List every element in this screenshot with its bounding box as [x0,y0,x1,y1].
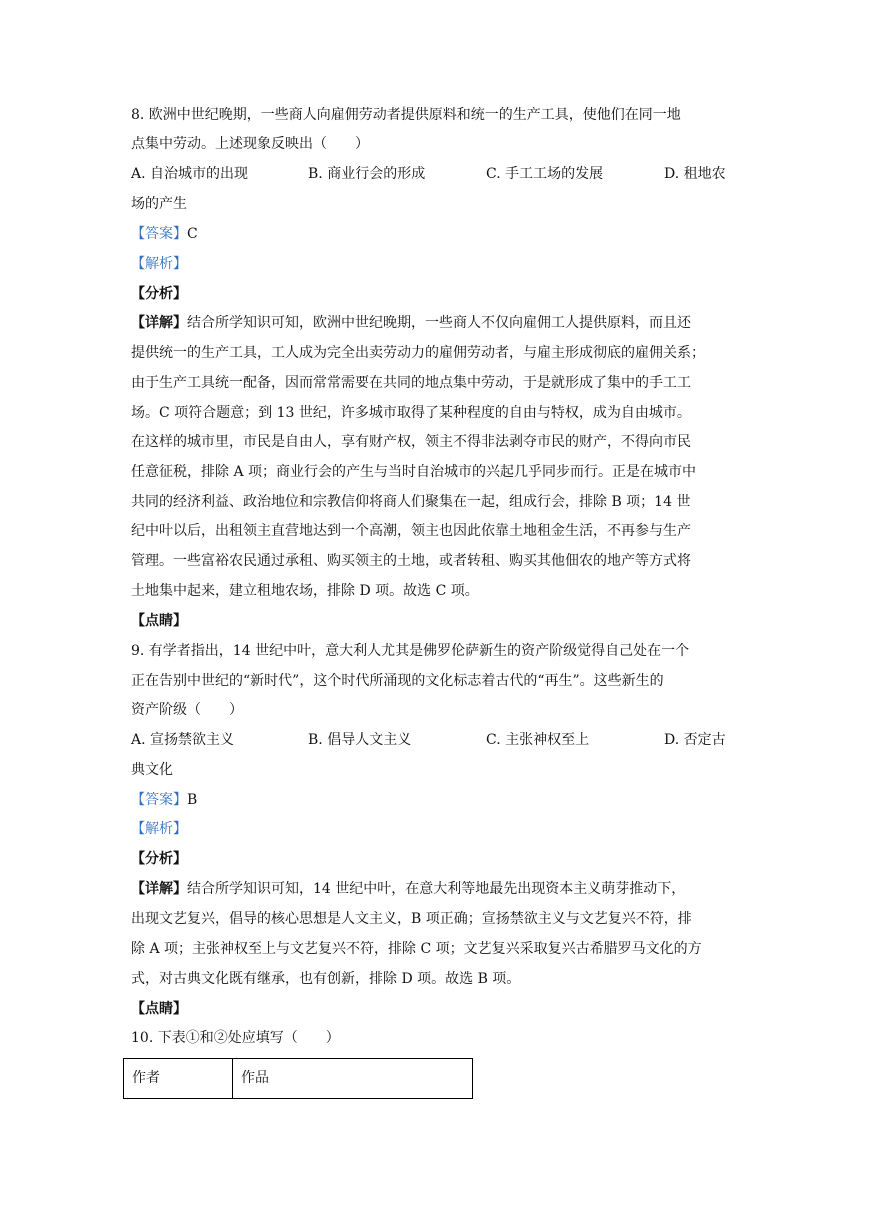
table-header-author: 作者 [124,1059,233,1099]
q8-option-d-continued: 场的产生 [131,196,187,212]
q9-stem-line-1: 9. 有学者指出，14 世纪中叶，意大利人尤其是佛罗伦萨新生的资产阶级觉得自己处在一个 [131,643,690,659]
q9-fenxi-heading: 【分析】 [131,851,187,867]
q10-stem: 10. 下表①和②处应填写（ ） [131,1030,340,1046]
q8-detail-line-5: 在这样的城市里，市民是自由人，享有财产权，领主不得非法剥夺市民的财产，不得向市民 [131,434,691,450]
q8-detail-line-2: 提供统一的生产工具，工人成为完全出卖劳动力的雇佣劳动者，与雇主形成彻底的雇佣关系； [131,345,705,361]
q8-option-b: B. 商业行会的形成 [308,166,426,182]
q8-stem-line-1: 8. 欧洲中世纪晚期，一些商人向雇佣劳动者提供原料和统一的生产工具，使他们在同一地 [131,107,681,123]
q9-detail-line-4: 式，对古典文化既有继承，也有创新，排除 D 项。故选 B 项。 [131,971,521,987]
q9-detail-line-3: 除 A 项；主张神权至上与文艺复兴不符，排除 C 项；文艺复兴采取复兴古希腊罗马文化的方 [131,941,702,957]
q9-detail-line-2: 出现文艺复兴，倡导的核心思想是人文主义，B 项正确；宣扬禁欲主义与文艺复兴不符，排 [131,911,692,927]
q9-option-d: D. 否定古 [664,732,726,748]
q8-jiexi-heading: 【解析】 [131,256,187,272]
q8-detail-text-1: 结合所学知识可知，欧洲中世纪晚期，一些商人不仅向雇佣工人提供原料，而且还 [187,315,691,331]
q9-dianjing-heading: 【点睛】 [131,1001,187,1017]
q8-option-a: A. 自治城市的出现 [131,166,249,182]
q8-detail-line-8: 纪中叶以后，出租领主直营地达到一个高潮，领主也因此依靠土地租金生活，不再参与生产 [131,523,691,539]
q9-answer [131,790,197,810]
q8-detail-line-9: 管理。一些富裕农民通过承租、购买领主的土地，或者转租、购买其他佃农的地产等方式将 [131,553,691,569]
q9-detail-text-1: 结合所学知识可知，14 世纪中叶，在意大利等地最先出现资本主义萌芽推动下， [187,881,686,897]
q9-option-d-continued: 典文化 [131,762,173,778]
q8-fenxi-heading: 【分析】 [131,286,187,302]
q8-answer [131,224,198,244]
q8-answer-value: C [187,226,198,242]
q9-option-b: B. 倡导人文主义 [308,732,412,748]
q8-detail-line-7: 共同的经济利益、政治地位和宗教信仰将商人们聚集在一起，组成行会，排除 B 项；14 世 [131,494,691,510]
q9-option-c: C. 主张神权至上 [486,732,590,748]
q9-stem-line-3: 资产阶级（ ） [131,702,243,718]
q10-table [123,1058,473,1099]
q8-dianjing-heading: 【点睛】 [131,613,187,629]
q8-answer-label: 【答案】 [131,226,187,242]
q8-detail-line-4: 场。C 项符合题意；到 13 世纪，许多城市取得了某种程度的自由与特权，成为自由城市。 [131,405,691,421]
q9-stem-line-2: 正在告别中世纪的“新时代”，这个时代所涌现的文化标志着古代的“再生”。这些新生的 [131,673,664,689]
table-row [124,1059,473,1099]
q9-answer-value: B [187,792,198,808]
q9-detail-line-1 [131,879,685,899]
q8-detail-label: 【详解】 [131,315,187,331]
q8-option-c: C. 手工工场的发展 [486,166,604,182]
q9-jiexi-heading: 【解析】 [131,821,187,837]
q8-stem-line-2: 点集中劳动。上述现象反映出（ ） [131,136,369,152]
q8-detail-line-10: 土地集中起来，建立租地农场，排除 D 项。故选 C 项。 [131,583,479,599]
q8-option-d: D. 租地农 [664,166,726,182]
q8-detail-line-6: 任意征税，排除 A 项；商业行会的产生与当时自治城市的兴起几乎同步而行。正是在城市中 [131,464,697,480]
q9-answer-label: 【答案】 [131,792,187,808]
q9-detail-label: 【详解】 [131,881,187,897]
q9-option-a: A. 宣扬禁欲主义 [131,732,235,748]
q8-detail-line-3: 由于生产工具统一配备，因而常常需要在共同的地点集中劳动，于是就形成了集中的手工工 [131,375,691,391]
q8-detail-line-1 [131,313,691,333]
table-header-work: 作品 [233,1059,473,1099]
